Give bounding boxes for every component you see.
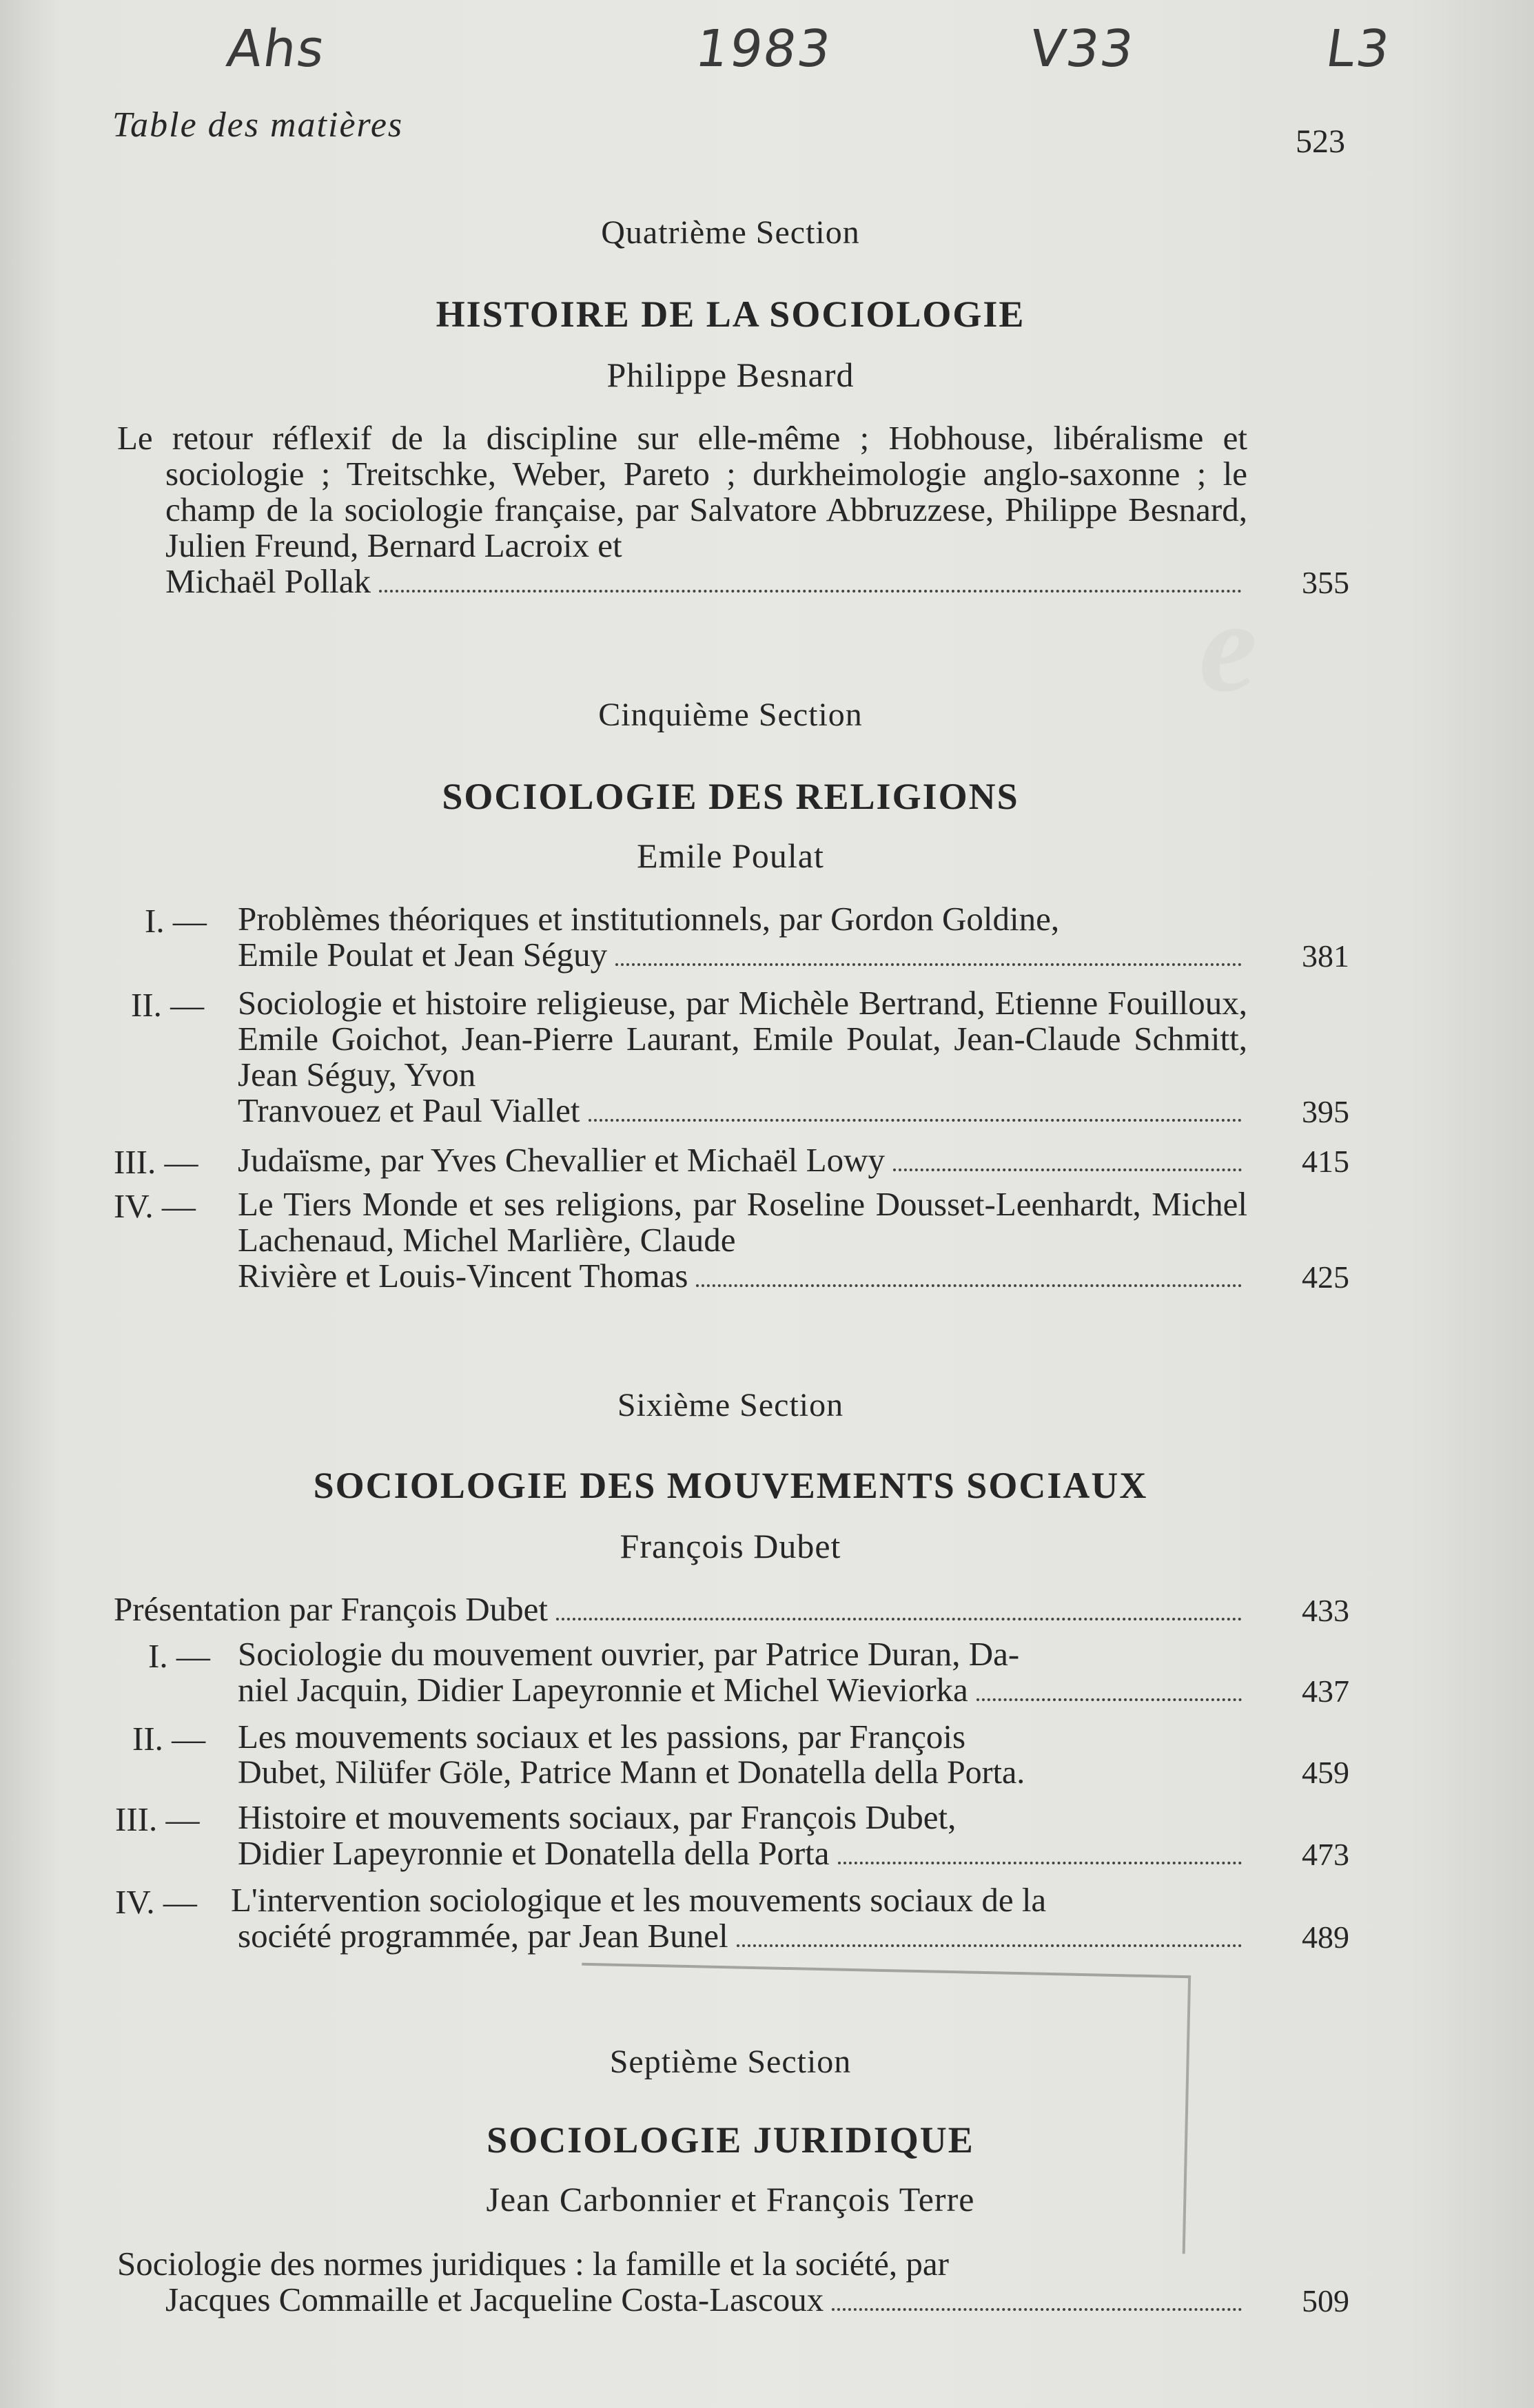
entry-text-last: Didier Lapeyronnie et Donatella della Porta (238, 1834, 830, 1872)
entry-page: 509 (1302, 2283, 1349, 2318)
entry-text: Problèmes théoriques et institutionnels, par Gordon Goldine, (238, 900, 1060, 938)
show-through-ghost-text: e (1199, 575, 1258, 719)
section-title: SOCIOLOGIE DES RELIGIONS (442, 776, 1019, 817)
section-4-header (110, 214, 1351, 251)
leader-dots (838, 1862, 1242, 1864)
entry-text-last: Jacques Commaille et Jacqueline Costa-Lascoux (165, 2281, 824, 2318)
entry-text: L'intervention sociologique et les mouvements sociaux de la (231, 1881, 1047, 1919)
section-5-author-wrap (110, 836, 1351, 876)
toc-entry[interactable] (238, 1718, 1349, 1791)
entry-page: 415 (1302, 1144, 1349, 1179)
section-title: HISTOIRE DE LA SOCIOLOGIE (436, 294, 1025, 335)
section-label: Sixième Section (617, 1387, 844, 1423)
entry-text-last: Judaïsme, par Yves Chevallier et Michaël Lowy (238, 1141, 885, 1179)
leader-dots (737, 1944, 1242, 1947)
section-4-author-wrap (110, 355, 1351, 395)
entry-text-last: Dubet, Nilüfer Göle, Patrice Mann et Donatella della Porta. (238, 1754, 1025, 1791)
handwritten-note-4: L3 (1322, 19, 1395, 79)
section-title: SOCIOLOGIE DES MOUVEMENTS SOCIAUX (313, 1465, 1148, 1506)
entry-number: III. — (114, 1143, 198, 1181)
entry-text-last: Tranvouez et Paul Viallet (238, 1091, 580, 1129)
toc-entry[interactable] (238, 1798, 1349, 1873)
toc-entry[interactable] (231, 1881, 1349, 1955)
leader-dots (893, 1169, 1242, 1171)
entry-page: 459 (1302, 1755, 1349, 1790)
section-7-label-wrap (110, 2043, 1351, 2081)
section-label: Cinquième Section (598, 697, 863, 733)
toc-entry[interactable] (238, 1141, 1349, 1180)
entry-page: 437 (1302, 1674, 1349, 1709)
entry-page: 425 (1302, 1259, 1349, 1295)
entry-page: 489 (1302, 1920, 1349, 1955)
section-7-title-wrap (110, 2119, 1351, 2161)
entry-number: II. — (132, 1720, 206, 1758)
section-label: Quatrième Section (601, 214, 860, 251)
entry-number: IV. — (114, 1187, 196, 1225)
toc-entry[interactable] (238, 984, 1349, 1130)
entry-number: IV. — (115, 1883, 197, 1921)
section-label: Septième Section (609, 2044, 852, 2080)
section-4-title-wrap (110, 293, 1351, 336)
entry-text-last: Emile Poulat et Jean Séguy (238, 936, 608, 974)
leader-dots (976, 1698, 1242, 1701)
entry-text-last: Michaël Pollak (165, 562, 371, 600)
section-author: Jean Carbonnier et François Terre (486, 2180, 975, 2219)
entry-number: III. — (115, 1800, 200, 1838)
entry-text: Sociologie du mouvement ouvrier, par Patrice Duran, Da- (238, 1635, 1020, 1673)
toc-entry[interactable] (114, 1590, 1349, 1629)
section-6-label-wrap (110, 1386, 1351, 1424)
page-number: 523 (1296, 123, 1345, 160)
entry-page: 355 (1302, 565, 1349, 600)
entry-page: 473 (1302, 1837, 1349, 1872)
handwritten-note-2: 1983 (691, 19, 836, 79)
entry-page: 395 (1302, 1094, 1349, 1129)
handwritten-note-3: V33 (1025, 19, 1138, 79)
section-author: Emile Poulat (637, 836, 824, 875)
section-7-author-wrap (110, 2179, 1351, 2219)
handwritten-note-1: Ahs (223, 19, 330, 79)
entry-page: 433 (1302, 1593, 1349, 1628)
entry-number: II. — (131, 986, 205, 1024)
leader-dots (379, 590, 1242, 593)
entry-text-last: Rivière et Louis-Vincent Thomas (238, 1257, 688, 1295)
entry-number: I. — (145, 902, 207, 940)
toc-entry[interactable] (238, 1185, 1349, 1295)
entry-text: Histoire et mouvements sociaux, par François Dubet, (238, 1798, 957, 1836)
entry-page: 381 (1302, 938, 1349, 974)
running-head: Table des matières (112, 105, 404, 145)
leader-dots (589, 1119, 1242, 1122)
entry-text: Les mouvements sociaux et les passions, par François (238, 1718, 966, 1756)
entry-number: I. — (148, 1637, 210, 1675)
toc-entry[interactable] (117, 419, 1349, 601)
section-6-title-wrap (110, 1464, 1351, 1507)
section-5-label-wrap (110, 696, 1351, 734)
entry-text: Sociologie des normes juridiques : la famille et la société, par (117, 2245, 949, 2283)
section-title: SOCIOLOGIE JURIDIQUE (487, 2119, 974, 2161)
section-6-author-wrap (110, 1526, 1351, 1566)
toc-entry[interactable] (238, 900, 1349, 974)
entry-text-last: niel Jacquin, Didier Lapeyronnie et Michel Wieviorka (238, 1671, 968, 1709)
leader-dots (556, 1618, 1242, 1620)
entry-text-last: société programmée, par Jean Bunel (238, 1917, 728, 1955)
section-author: Philippe Besnard (606, 356, 855, 394)
section-5-title-wrap (110, 775, 1351, 818)
leader-dots (696, 1284, 1242, 1287)
entry-text: Le retour réflexif de la discipline sur elle-même ; Hobhouse, libéralisme et sociologie ; Treitschke, Weber, Pareto ; durkheimologie anglo-saxonne ; le champ de la sociologie française, par Salvatore Abbruzzese, Philippe Besnard, Julien Freund, Bernard Lacroix et (117, 419, 1247, 564)
entry-text-last: Présentation par François Dubet (114, 1590, 549, 1628)
section-author: François Dubet (620, 1527, 841, 1565)
leader-dots (832, 2308, 1242, 2311)
entry-text: Le Tiers Monde et ses religions, par Roseline Dousset-Leenhardt, Michel Lachenaud, Michel Marlière, Claude (238, 1185, 1247, 1259)
entry-text: Sociologie et histoire religieuse, par Michèle Bertrand, Etienne Fouilloux, Emile Goichot, Jean-Pierre Laurant, Emile Poulat, Jean-Claude Schmitt, Jean Séguy, Yvon (238, 984, 1247, 1093)
toc-entry[interactable] (117, 2245, 1349, 2319)
toc-entry[interactable] (238, 1635, 1349, 1709)
leader-dots (615, 963, 1242, 966)
